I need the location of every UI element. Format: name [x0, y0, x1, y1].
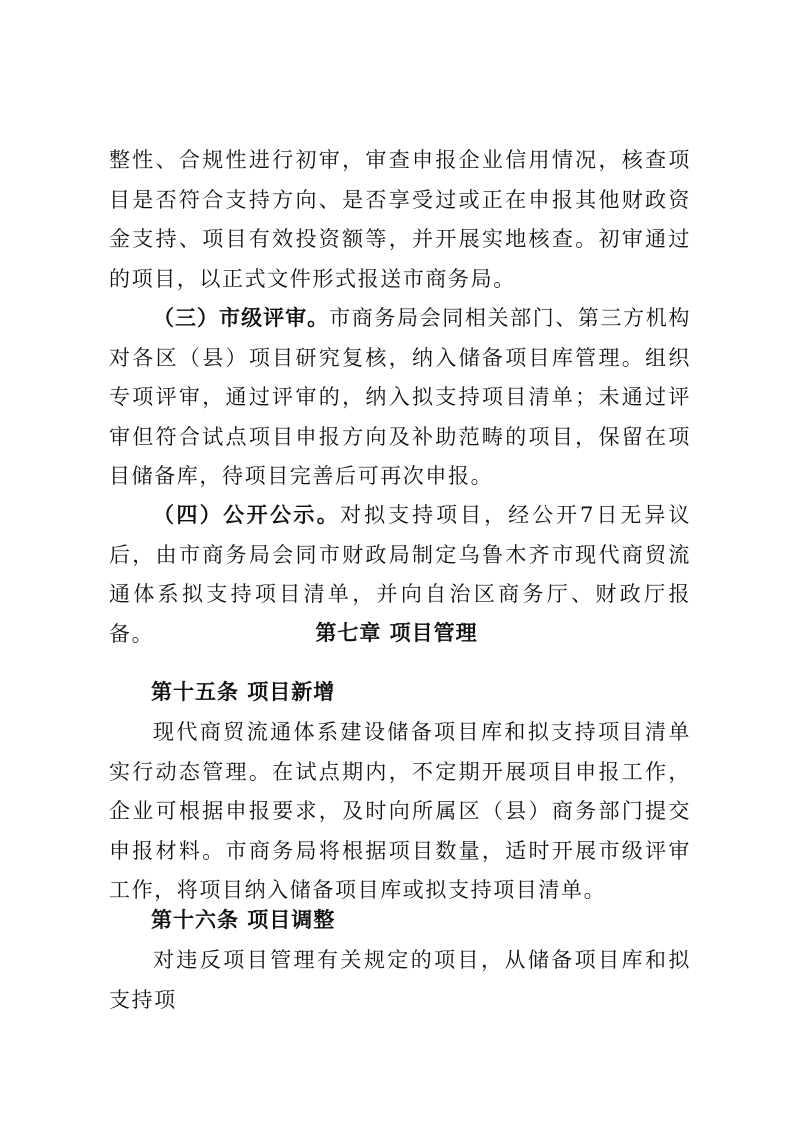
section-city-review-text: 市商务局会同相关部门、第三方机构对各区（县）项目研究复核，纳入储备项目库管理。组织专项评审，通过评审的，纳入拟支持项目清单；未通过评审但符合试点项目申报方向及补助范畴的项目，保留在项目储备库，待项目完善后可再次申报。	[109, 306, 691, 488]
section-public-notice-text: 对拟支持项目，经公开7日无异议后，由市商务局会同市财政局制定乌鲁木齐市现代商贸流通体系拟支持项目清单，并向自治区商务厅、财政厅报备。	[109, 503, 691, 646]
section-city-review	[109, 299, 691, 497]
section-city-review-heading: （三）市级评审。	[153, 306, 330, 330]
article-15-text: 现代商贸流通体系建设储备项目库和拟支持项目清单实行动态管理。在试点期内，不定期开展项目申报工作，企业可根据申报要求，及时向所属区（县）商务部门提交申报材料。市商务局将根据项目数量，适时开展市级评审工作，将项目纳入储备项目库或拟支持项目清单。	[109, 720, 691, 902]
section-public-notice-heading: （四）公开公示。	[153, 503, 341, 527]
article-16-text: 对违反项目管理有关规定的项目，从储备项目库和拟支持项	[109, 948, 691, 1012]
article-15-title: 第十五条 项目新增	[151, 680, 336, 704]
paragraph-continuation: 整性、合规性进行初审，审查申报企业信用情况，核查项目是否符合支持方向、是否享受过或正在申报其他财政资金支持、项目有效投资额等，并开展实地核查。初审通过的项目，以正式文件形式报送市商务局。	[109, 148, 691, 291]
article-16-title: 第十六条 项目调整	[151, 908, 336, 932]
chapter-title: 第七章 项目管理	[315, 621, 478, 645]
